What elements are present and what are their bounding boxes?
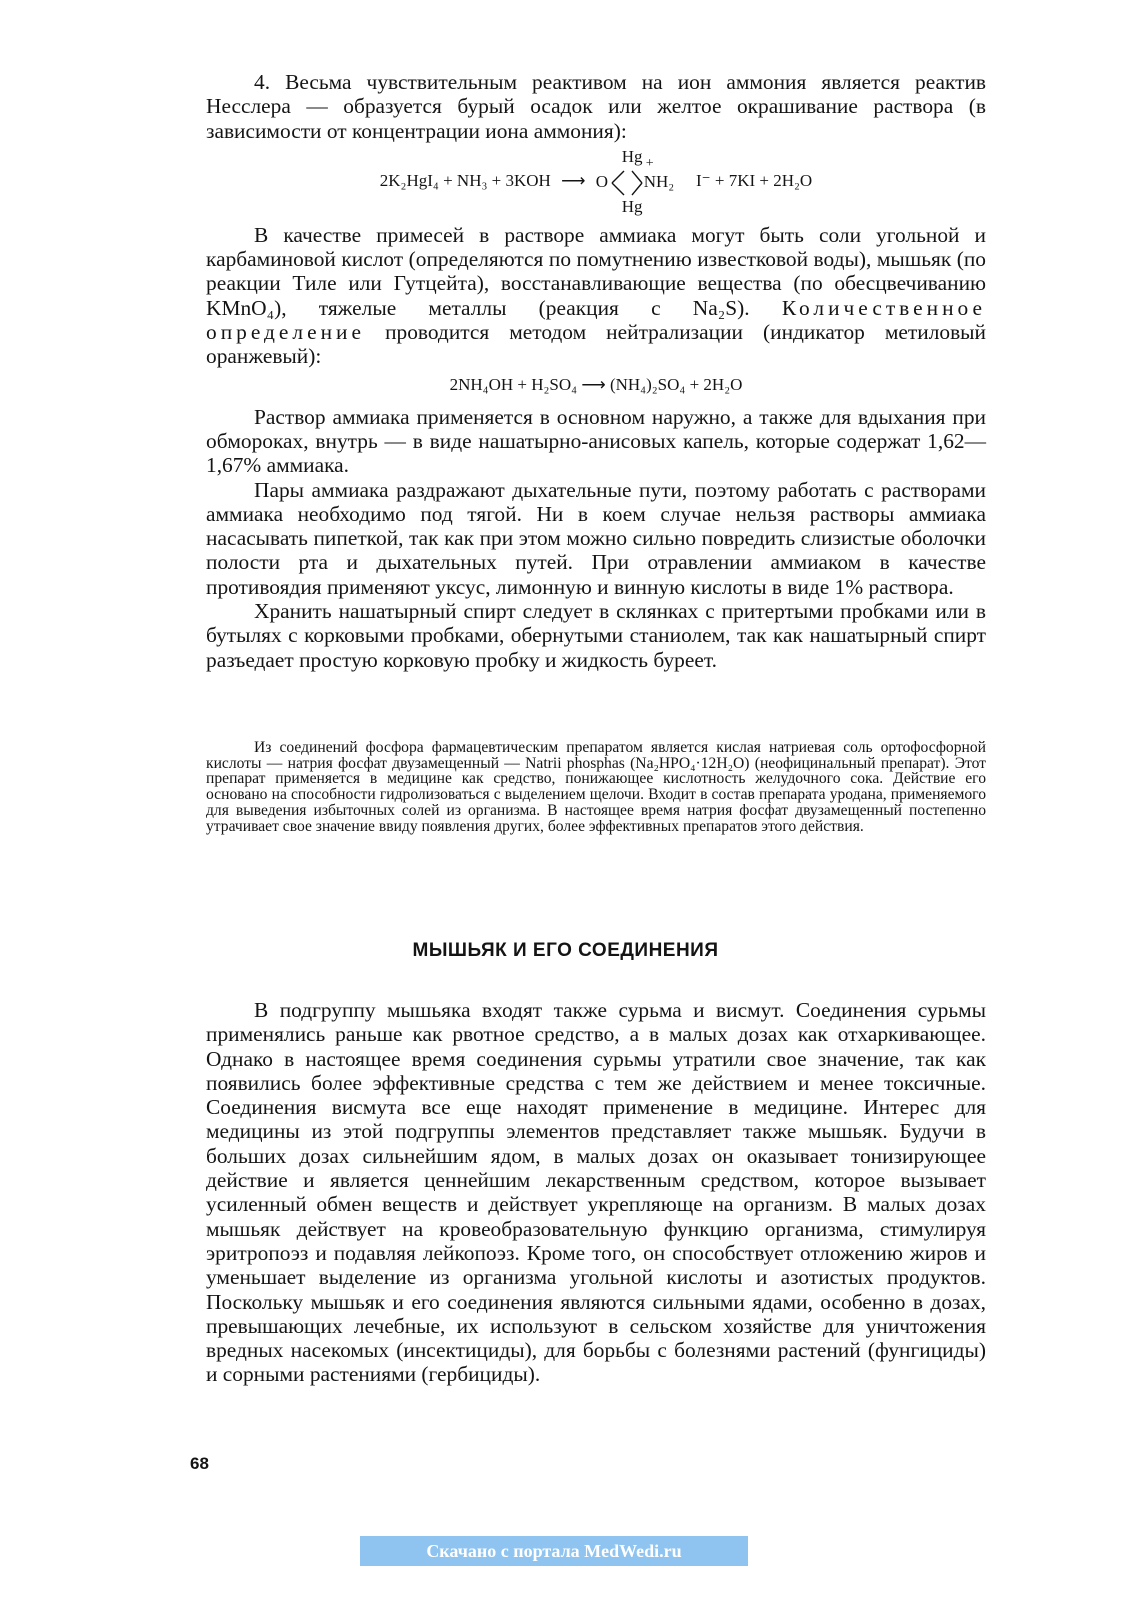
section-title: МЫШЬЯК И ЕГО СОЕДИНЕНИЯ [412,940,719,961]
neutralization-text: проводится методом нейтрализации (индикатор метиловый оранжевый): [206,320,986,369]
eq1-left: 2K₂HgI₄ + NH₃ + 3KOH [379,170,551,190]
paragraph-arsenic: В подгруппу мышьяка входят также сурьма и висмут. Соединения сурьмы применялись раньше как рвотное средство, а в малых дозах как отхаркивающее. Однако в настоящее время соединения сурьмы утратили свое значение, так как появились более эффективные средства с тем же действием и менее токсичные. Соединения висмута все еще находят применение в медицине. Интерес для медицины из этой подгруппы элементов представляет также мышьяк. Будучи в больших дозах сильнейшим ядом, в малых дозах он оказывает тонизирующее действие и является ценнейшим лекарственным средством, которое вызывает усиленный обмен веществ и действует укрепляюще на организм. В малых дозах мышьяк действует на кровеобразовательную функцию организма, стимулируя эритропоэз и подавляя лейкопоэз. Кроме того, он способствует отложению жиров и уменьшает выделение из организма угольной кислоты и азотистых продуктов. Поскольку мышьяк и его соединения являются сильными ядами, особенно в дозах, превышающих лечебные, их используют в сельском хозяйстве для уничтожения вредных насекомых (инсектициды), для борьбы с болезнями растений (фунгициды) и сорными растениями (гербициды). [206,998,986,1387]
paragraph-usage: Раствор аммиака применяется в основном наружно, а также для вдыхания при обмороках, внутрь — в виде нашатырно-анисовых капель, которые содержат 1,62—1,67% аммиака. [206,404,986,478]
paragraph-impurities [206,223,986,369]
eq1-charge-plus: + [645,155,654,171]
paragraph-nessler: 4. Весьма чувствительным реактивом на ион аммония является реактив Несслера — образуется бурый осадок или желтое окрашивание раствора (в зависимости от концентрации иона аммония): [206,70,986,143]
eq1-oxygen: O [595,171,608,191]
body-text-top [206,70,986,672]
eq1-structure [596,147,688,217]
eq1-nh2: NH₂ [643,171,675,191]
page-number: 68 [190,1454,209,1473]
paragraph-storage: Хранить нашатырный спирт следует в склянках с притертыми пробками или в бутылях с корковыми пробками, обернутыми станиолем, так как нашатырный спирт разъедает простую корковую пробку и жидкость буреет. [206,599,986,672]
eq1-right: I⁻ + 7KI + 2H₂O [695,170,813,190]
paragraph-safety: Пары аммиака раздражают дыхательные пути, поэтому работать с растворами аммиака необходимо под тягой. Ни в коем случае нельзя растворы аммиака насасывать пипеткой, так как при этом можно сильно повредить слизистые оболочки полости рта и дыхательных путей. При отравлении аммиаком в качестве противоядия применяют уксус, лимонную и винную кислоты в виде 1% раствора. [206,477,986,599]
eq1-arrow: ⟶ [561,170,586,190]
footer-banner-link[interactable]: Скачано с портала MedWedi.ru [360,1536,748,1566]
body-text-arsenic [206,998,986,1387]
paragraph-phosphate: Из соединений фосфора фармацевтическим препаратом является кислая натриевая соль ортофосфорной кислоты — натрия фосфат двузамещенный — Natrii phosphas (Na₂HPO₄·12H₂O) (неофицинальный препарат). Этот препарат применяется в медицине как средство, понижающее кислотность желудочного сока. Действие его основано на способности гидролизоваться с выделением щелочи. Входит в состав препарата уродана, применяемого для выведения избыточных солей из организма. В настоящее время натрия фосфат двузамещенный постепенно утрачивает свое значение ввиду появления других, более эффективных препаратов этого действия. [206,739,986,835]
eq1-hg-bottom: Hg [621,196,643,216]
equation-neutralization: 2NH₄OH + H₂SO₄ ⟶ (NH₄)₂SO₄ + 2H₂O [449,374,743,394]
eq1-hg-top: Hg [621,146,643,166]
impurities-text: В качестве примесей в растворе аммиака могут быть соли угольной и карбаминовой кислот (определяются по помутнению известковой воды), мышьяк (по реакции Тиле или Гутцейта), восстанавливающие вещества (по обесцвечиванию KMnO₄), тяжелые металлы (реакция с Na₂S). [206,222,986,320]
small-print-block [206,740,986,834]
equation-nessler [206,147,986,217]
quantitative-spaced: Количественное определение [206,295,986,345]
